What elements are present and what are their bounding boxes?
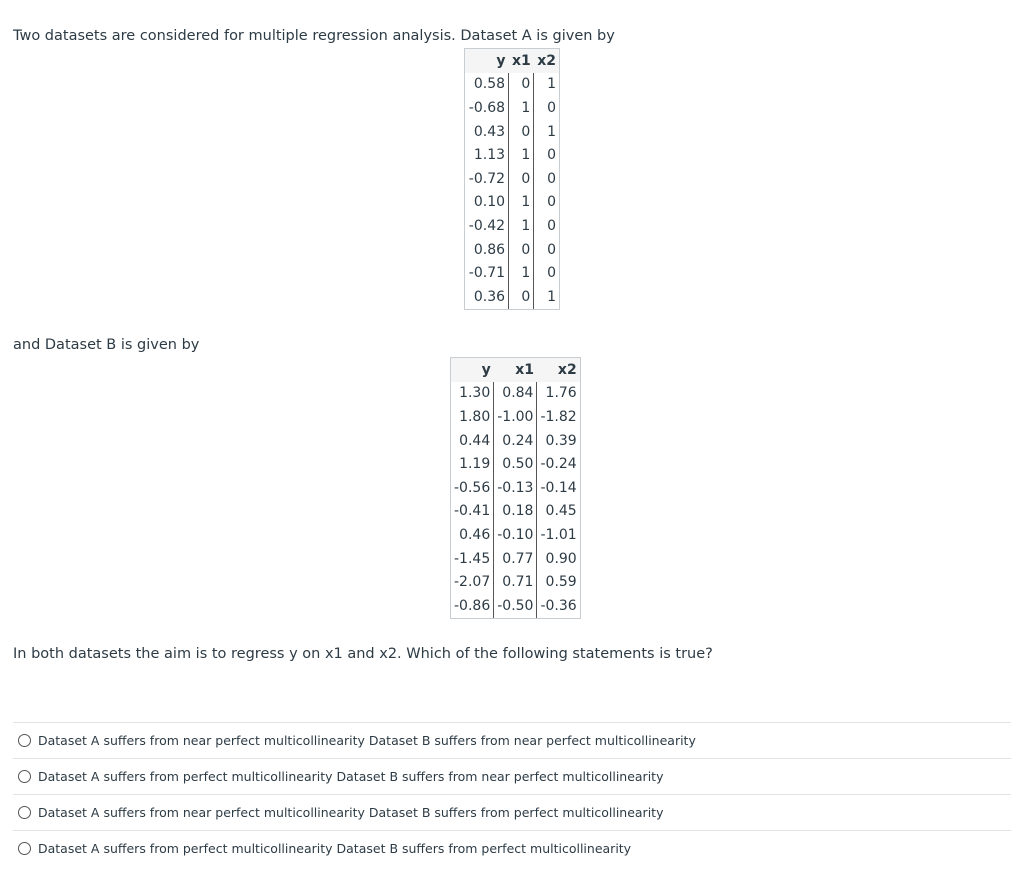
table-cell: -0.24 (540, 456, 577, 473)
table-cell: 0.45 (545, 503, 577, 520)
radio-button[interactable] (18, 842, 31, 855)
dataset-a-table (465, 49, 559, 309)
column-header: y (451, 358, 494, 382)
column-header: y (465, 49, 509, 73)
column-header: x1 (494, 358, 537, 382)
table-cell: 1.19 (451, 452, 494, 476)
table-row (451, 500, 580, 524)
table-row (451, 429, 580, 453)
table-cell: -2.07 (451, 570, 494, 594)
table-cell: 1 (509, 96, 534, 120)
table-row (465, 214, 559, 238)
table-cell: 0.10 (465, 191, 509, 215)
table-cell: 1 (509, 214, 534, 238)
table-cell: 0 (547, 241, 556, 258)
column-header: x1 (509, 49, 534, 73)
radio-button[interactable] (18, 770, 31, 783)
table-cell: -0.50 (494, 594, 537, 618)
dataset-b-body (451, 382, 580, 618)
table-cell: 1 (509, 261, 534, 285)
table-cell: 0.18 (494, 500, 537, 524)
table-cell: 0.39 (545, 432, 577, 449)
dataset-b-table (451, 358, 580, 618)
column-header: x2 (534, 49, 559, 73)
table-cell: 0.36 (465, 285, 509, 309)
table-cell: 0.58 (465, 73, 509, 97)
table-row (451, 594, 580, 618)
table-cell: -0.68 (465, 96, 509, 120)
table-cell: -1.82 (540, 408, 577, 425)
table-cell: 0 (547, 265, 556, 282)
answer-option-3[interactable] (13, 794, 1011, 830)
table-cell: 0.46 (451, 523, 494, 547)
answer-option-label: Dataset A suffers from perfect multicollinearity Dataset B suffers from near perfect multicollinearity (38, 769, 664, 784)
table-cell: 0 (509, 238, 534, 262)
table-cell: -0.13 (494, 476, 537, 500)
table-row (465, 143, 559, 167)
table-cell: 1.13 (465, 143, 509, 167)
table-cell: 0.84 (494, 382, 537, 406)
table-row (465, 238, 559, 262)
table-row (465, 96, 559, 120)
question-intro-text: Two datasets are considered for multiple regression analysis. Dataset A is given by (13, 28, 615, 44)
table-cell: 0 (509, 167, 534, 191)
table-cell: 0.24 (494, 429, 537, 453)
table-cell: 0.86 (465, 238, 509, 262)
table-cell: 0.71 (494, 570, 537, 594)
question-text: In both datasets the aim is to regress y on x1 and x2. Which of the following statements is true? (13, 646, 713, 662)
table-cell: 0 (547, 217, 556, 234)
table-header-row (451, 358, 580, 382)
table-cell: -1.45 (451, 547, 494, 571)
table-row (465, 73, 559, 97)
answer-option-1[interactable] (13, 722, 1011, 758)
table-cell: -0.42 (465, 214, 509, 238)
table-cell: 0 (509, 120, 534, 144)
table-cell: -0.56 (451, 476, 494, 500)
table-cell: -0.71 (465, 261, 509, 285)
table-cell: -0.72 (465, 167, 509, 191)
table-cell: 0 (547, 147, 556, 164)
dataset-a-body (465, 73, 559, 309)
answer-options (13, 722, 1011, 866)
answer-option-label: Dataset A suffers from near perfect multicollinearity Dataset B suffers from perfect multicollinearity (38, 805, 664, 820)
table-row (465, 285, 559, 309)
table-cell: 0.59 (545, 574, 577, 591)
table-cell: 0.90 (545, 550, 577, 567)
radio-button[interactable] (18, 734, 31, 747)
table-cell: 1 (547, 288, 556, 305)
answer-option-label: Dataset A suffers from perfect multicollinearity Dataset B suffers from perfect multicollinearity (38, 841, 632, 856)
table-cell: 1.30 (451, 382, 494, 406)
table-cell: 1.76 (545, 385, 577, 402)
table-row (451, 476, 580, 500)
table-cell: -0.41 (451, 500, 494, 524)
table-cell: 0.43 (465, 120, 509, 144)
table-cell: 0.77 (494, 547, 537, 571)
dataset-b-intro-text: and Dataset B is given by (13, 337, 200, 353)
table-row (451, 405, 580, 429)
table-row (465, 120, 559, 144)
table-cell: -0.36 (540, 597, 577, 614)
table-row (465, 167, 559, 191)
table-row (451, 570, 580, 594)
table-cell: 0 (509, 73, 534, 97)
table-cell: 0 (547, 194, 556, 211)
table-cell: 1 (547, 76, 556, 93)
table-cell: -0.10 (494, 523, 537, 547)
table-row (451, 547, 580, 571)
table-cell: 0 (509, 285, 534, 309)
table-row (451, 382, 580, 406)
table-cell: 1.80 (451, 405, 494, 429)
table-cell: 1 (509, 191, 534, 215)
table-cell: -1.00 (494, 405, 537, 429)
table-header-row (465, 49, 559, 73)
table-row (451, 452, 580, 476)
answer-option-label: Dataset A suffers from near perfect multicollinearity Dataset B suffers from near perfect multicollinearity (38, 733, 696, 748)
table-cell: 0.50 (494, 452, 537, 476)
table-cell: 0 (547, 170, 556, 187)
table-row (465, 261, 559, 285)
table-cell: 0 (547, 99, 556, 116)
table-cell: 1 (547, 123, 556, 140)
table-cell: -1.01 (540, 526, 577, 543)
table-row (465, 191, 559, 215)
column-header: x2 (537, 358, 580, 382)
table-cell: 1 (509, 143, 534, 167)
table-cell: 0.44 (451, 429, 494, 453)
radio-button[interactable] (18, 806, 31, 819)
answer-option-4[interactable] (13, 830, 1011, 866)
table-row (451, 523, 580, 547)
table-cell: -0.86 (451, 594, 494, 618)
answer-option-2[interactable] (13, 758, 1011, 794)
table-cell: -0.14 (540, 479, 577, 496)
